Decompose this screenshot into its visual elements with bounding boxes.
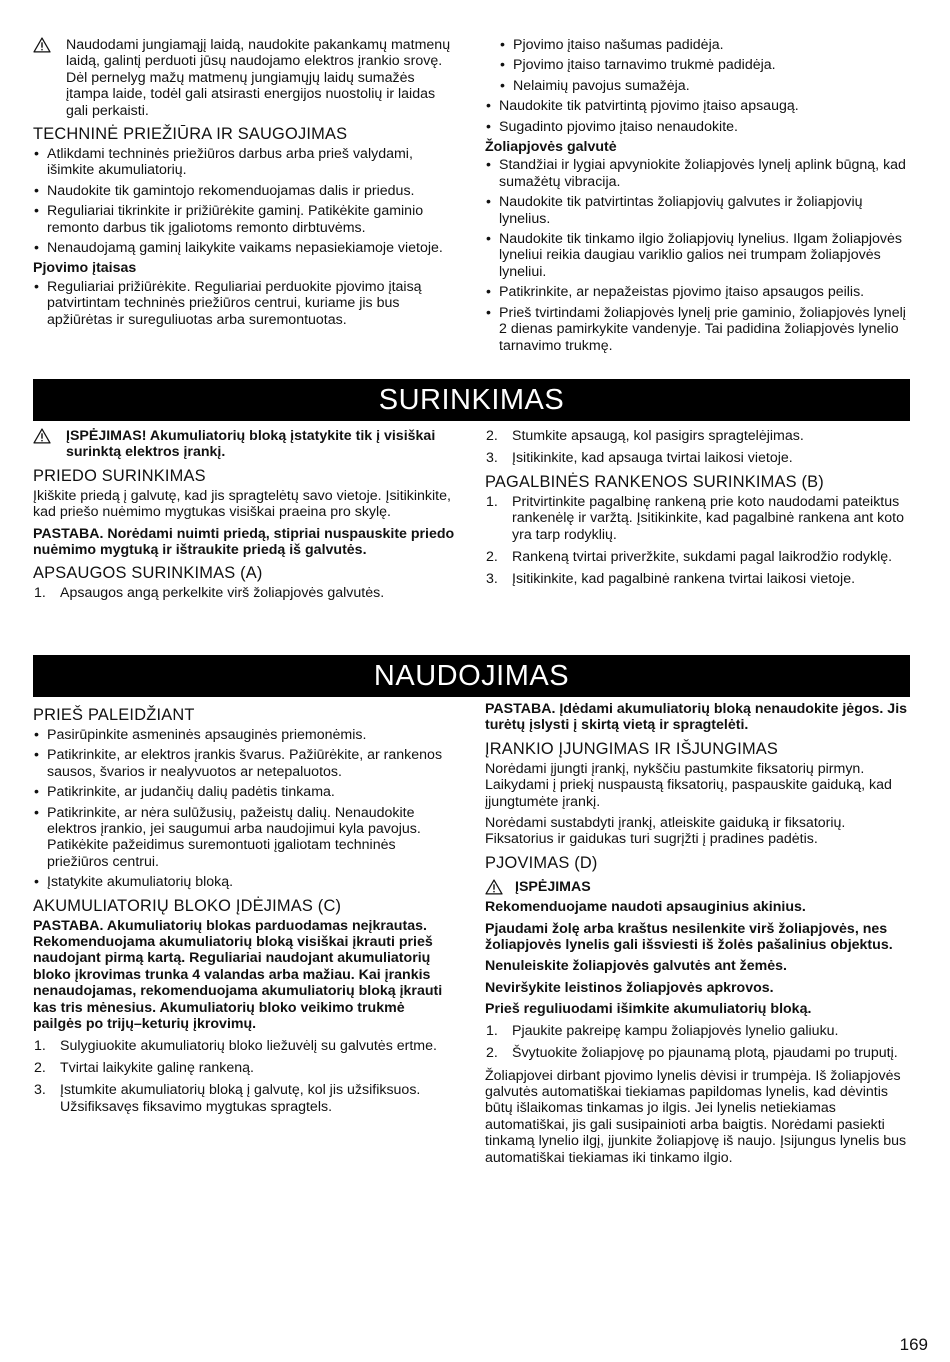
list-item: • Nelaimių pavojus sumažėja.	[485, 78, 909, 94]
list-item: • Naudokite tik gamintojo rekomenduojamas dalis ir priedus.	[33, 183, 457, 199]
operation-right-column	[485, 701, 909, 1171]
section-heading-attachment: PRIEDO SURINKIMAS	[33, 466, 206, 485]
step-item: 1. Apsaugos angą perkelkite virš žoliapjovės galvutės.	[34, 585, 385, 602]
step-item: 2. Stumkite apsaugą, kol pasigirs spragtelėjimas.	[486, 428, 804, 444]
list-item: • Patikrinkite, ar judančių dalių padėtis tinkama.	[33, 784, 457, 800]
battery-steps	[33, 1038, 457, 1116]
note: PASTABA. Norėdami nuimti priedą, stipriai nuspauskite priedo nuėmimo mygtuką ir ištraukite priedą iš galvutės.	[33, 525, 455, 559]
maintenance-list	[33, 146, 457, 256]
warning-line: Nenuleiskite žoliapjovės galvutės ant žemės.	[485, 958, 787, 975]
note: PASTABA. Akumuliatorių blokas parduodamas neįkrautas. Rekomenduojama akumuliatorių bloką visiškai įkrauti prieš naudojant pirmą kartą. Reguliariai naudojant akumuliatorių bloko įkrovimas trunka 4 valandas arba mažiau. Kai įrankis nenaudojamas, rekomenduojama akumuliatorių bloką įkrauti kas tris mėnesius. Akumuliatorių bloko veikimo trukmė pailgės po trijų–keturių įkrovimų.	[33, 917, 443, 1033]
section-heading-maintenance: TECHNINĖ PRIEŽIŪRA IR SAUGOJIMAS	[33, 125, 348, 144]
note: PASTABA. Įdėdami akumuliatorių bloką nenaudokite jėgos. Jis turėtų įslysti į skirtą vietą ir spragtelėti.	[485, 701, 908, 734]
paragraph: Norėdami sustabdyti įrankį, atleiskite gaiduką ir fiksatorių. Fiksatorius ir gaidukas turi sugrįžti į pradines padėtis.	[485, 815, 846, 848]
list-item: • Pjovimo įtaiso našumas padidėja.	[485, 37, 909, 53]
section-band-operation: NAUDOJIMAS	[33, 655, 910, 697]
list-item: • Patikrinkite, ar elektros įrankis švarus. Pažiūrėkite, ar rankenos sausos, švarios ir nealyvuotos ar netepaluotos.	[33, 747, 457, 780]
assembly-right-column	[485, 428, 909, 594]
section-heading-cutting: PJOVIMAS (D)	[485, 853, 598, 872]
list-item: • Patikrinkite, ar nėra sulūžusių, pažeistų dalių. Nenaudokite elektros įrankio, jei saugumui arba naudojimui kyla pavojus. Patikėkite pažeidimus suremontuoti įgaliotam techninės priežiūros centrui.	[33, 805, 457, 871]
before-start-list	[33, 727, 457, 891]
list-item: • Reguliariai prižiūrėkite. Reguliariai perduokite pjovimo įtaisą patvirtintam techninės priežiūros centrui, kuriame jis bus apžiūrėtas ir sureguliuotas arba suremontuotas.	[33, 279, 457, 328]
list-item: • Atlikdami techninės priežiūros darbus arba prieš valydami, išimkite akumuliatorių.	[33, 146, 457, 179]
section-band-assembly: SURINKIMAS	[33, 379, 910, 421]
step-item: 2. Rankeną tvirtai priveržkite, sukdami pagal laikrodžio rodyklę.	[486, 549, 893, 566]
list-item: • Pasirūpinkite asmeninės apsauginės priemonėmis.	[33, 727, 457, 743]
extension-cord-warning: Naudodami jungiamąjį laidą, naudokite pakankamų matmenų laidą, galintį perduoti jūsų naudojamo elektros įrankio srovę. Dėl pernelyg mažų matmenų jungiamųjų laidų sumažės įtampa laide, todėl gali atsirasti energijos nuostolių ir laidas gali perkaisti.	[33, 37, 457, 119]
step-item: 1. Sulygiuokite akumuliatorių bloko liežuvėlį su galvutės ertme.	[34, 1037, 437, 1054]
operation-left-column	[33, 700, 457, 1121]
assembly-warning: ĮSPĖJIMAS! Akumuliatorių bloką įstatykite tik į visiškai surinktą elektros įrankį.	[33, 428, 457, 461]
paragraph: Norėdami įjungti įrankį, nykščiu pastumkite fiksatorių pirmyn. Laikydami į priekį nuspaustą fiksatorių, paspauskite gaiduką, kad įjungtumėte įrankį.	[485, 760, 892, 810]
list-item: • Naudokite tik tinkamo ilgio žoliapjovių lynelius. Ilgam žoliapjovės lyneliui reikia daugiau variklio galios nei trumpam žoliapjovės lyneliui.	[485, 231, 909, 280]
top-right-column	[485, 37, 909, 358]
step-item: 1. Pritvirtinkite pagalbinę rankeną prie koto naudodami pateiktus rankenėlę ir varžtą. Įsitikinkite, kad pagalbinė rankena ant koto yra tarp rodyklių.	[486, 493, 904, 543]
page-number: 169	[899, 1335, 928, 1354]
step-item: 3. Įsitikinkite, kad apsauga tvirtai laikosi vietoje.	[486, 450, 793, 467]
list-item: • Prieš tvirtindami žoliapjovės lynelį prie gaminio, žoliapjovės lynelį 2 dienas pamirkykite vandenyje. Tai padidina žoliapjovės lynelio tarnavimo trukmę.	[485, 305, 909, 354]
warning-line: Prieš reguliuodami išimkite akumuliatorių bloką.	[485, 1001, 812, 1018]
list-item: • Reguliariai tikrinkite ir prižiūrėkite gaminį. Patikėkite gaminio remonto darbus tik įgaliotoms remonto dirbtuvėms.	[33, 203, 457, 236]
warning-line: Rekomenduojame naudoti apsauginius akinius.	[485, 899, 806, 916]
step-item: 1. Pjaukite pakreipę kampu žoliapjovės lynelio galiuku.	[486, 1022, 839, 1039]
section-heading-guard: APSAUGOS SURINKIMAS (A)	[33, 564, 263, 583]
guard-steps-continued	[485, 428, 909, 467]
cutting-device-list	[33, 279, 457, 328]
subheading-cutting-device: Pjovimo įtaisas	[33, 260, 137, 277]
warning-icon	[485, 879, 503, 895]
nested-list	[485, 37, 909, 94]
top-left-column	[33, 37, 457, 332]
assembly-left-column	[33, 428, 457, 608]
subheading-trimmer-head: Žoliapjovės galvutė	[485, 139, 617, 156]
warning-line: Pjaudami žolę arba kraštus nesilenkite virš žoliapjovės, nes žoliapjovės lynelis gali išsviesti iš žolės pašalinius objektus.	[485, 920, 893, 954]
warning-icon	[33, 428, 51, 444]
trimmer-head-list	[485, 157, 909, 353]
list-item: • Standžiai ir lygiai apvyniokite žoliapjovės lynelį aplink būgną, kad sumažėtų vibracija.	[485, 157, 909, 190]
list-item: • Sugadinto pjovimo įtaiso nenaudokite.	[485, 119, 909, 135]
paragraph: Žoliapjovei dirbant pjovimo lynelis dėvisi ir trumpėja. Iš žoliapjovės galvutės automatiškai tiekiamas papildomas lynelis, kad dėvintis būtų išlaikomas tinkamas jo ilgis. Jei lynelis netiekiamas automatiškai, jis gali susipainioti arba baigtis. Norėdami pasiekti tinkamą lynelio ilgį, įjunkite žoliapjovę iš naujo. Įsijungus lynelis bus automatiškai tiekiamas iki tinkamo ilgio.	[485, 1067, 907, 1166]
guard-list	[485, 98, 909, 135]
step-item: 3. Įstumkite akumuliatorių bloką į galvutę, kol jis užsifiksuos. Užsifiksavęs fiksavimo mygtukas spragtels.	[34, 1082, 421, 1115]
section-heading-battery: AKUMULIATORIŲ BLOKO ĮDĖJIMAS (C)	[33, 896, 342, 915]
cutting-warning-label: ĮSPĖJIMAS	[485, 879, 909, 895]
list-item: • Patikrinkite, ar nepažeistas pjovimo įtaiso apsaugos peilis.	[485, 284, 909, 300]
section-heading-switch: ĮRANKIO ĮJUNGIMAS IR IŠJUNGIMAS	[485, 739, 779, 758]
warning-icon	[33, 37, 51, 53]
step-item: 2. Tvirtai laikykite galinę rankeną.	[34, 1059, 254, 1076]
section-heading-aux-handle: PAGALBINĖS RANKENOS SURINKIMAS (B)	[485, 472, 824, 491]
warning-line: Neviršykite leistinos žoliapjovės apkrovos.	[485, 979, 774, 996]
paragraph: Įkiškite priedą į galvutę, kad jis spragtelėtų savo vietoje. Įsitikinkite, kad priešo nuėmimo mygtukas visiškai praeina pro skylę.	[33, 487, 451, 521]
list-item: • Naudokite tik patvirtintas žoliapjovių galvutes ir žoliapjovių lynelius.	[485, 194, 909, 227]
step-item: 2. Švytuokite žoliapjovę po pjaunamą plotą, pjaudami po truputį.	[486, 1045, 898, 1062]
list-item: • Naudokite tik patvirtintą pjovimo įtaiso apsaugą.	[485, 98, 909, 114]
section-heading-before-start: PRIEŠ PALEIDŽIANT	[33, 706, 195, 724]
cutting-steps	[485, 1023, 909, 1062]
list-item: • Pjovimo įtaiso tarnavimo trukmė padidėja.	[485, 57, 909, 73]
list-item: • Nenaudojamą gaminį laikykite vaikams nepasiekiamoje vietoje.	[33, 240, 457, 256]
list-item: • Įstatykite akumuliatorių bloką.	[33, 874, 457, 890]
guard-steps	[33, 585, 457, 601]
step-item: 3. Įsitikinkite, kad pagalbinė rankena tvirtai laikosi vietoje.	[486, 571, 856, 588]
aux-handle-steps	[485, 494, 909, 588]
